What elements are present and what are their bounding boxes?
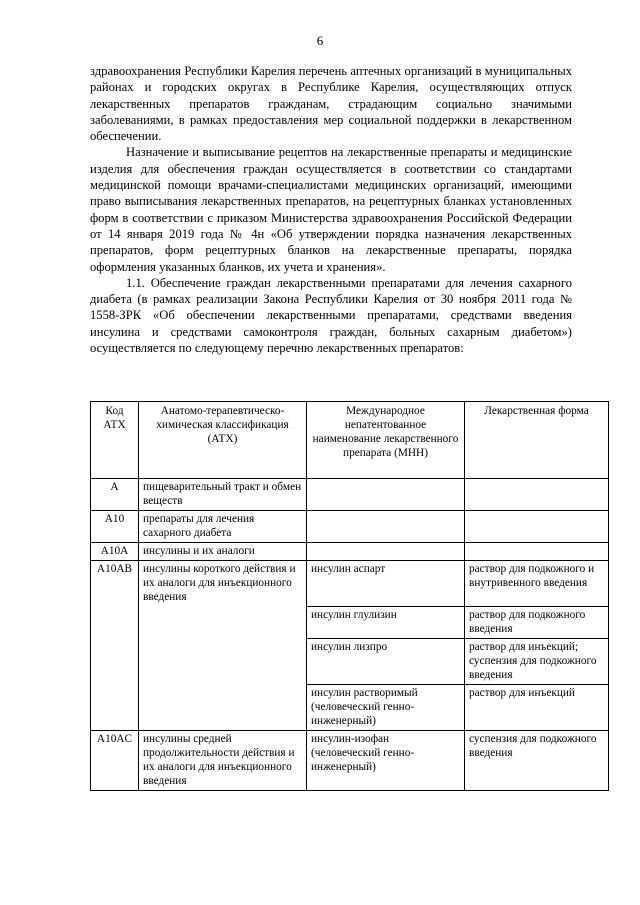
page-number: 6 [316,33,324,48]
paragraph-3: 1.1. Обеспечение граждан лекарственными препаратами для лечения сахарного диабета (в рамках реализации Закона Республики Карелия от 30 ноября 2011 года № 1558-ЗРК «Об обеспечении лекарственными препаратами, средствами введения инсулина и средствами самоконтроля граждан, больных сахарным диабетом») осуществляется по следующему перечню лекарственных препаратов: [90,275,572,356]
cell-form: раствор для инъекций; суспензия для подкожного введения [465,638,609,684]
table-row [91,561,609,607]
cell-code: A10AB [91,561,139,607]
table-header-row [91,402,609,479]
table-row [91,511,609,543]
cell-inn: инсулин аспарт [307,561,465,607]
cell-form: раствор для подкожного введения [465,606,609,638]
table-row [91,684,609,730]
cell-classification [139,684,307,730]
table-row [91,543,609,561]
table-row [91,606,609,638]
header-classification: Анатомо-терапевтическо-химическая классификация (АТХ) [139,402,307,479]
cell-code: A10AC [91,730,139,790]
header-form: Лекарственная форма [465,402,609,479]
table-row [91,638,609,684]
cell-inn: инсулин растворимый (человеческий генно-инженерный) [307,684,465,730]
cell-classification: препараты для лечения сахарного диабета [139,511,307,543]
cell-code [91,638,139,684]
table-row [91,730,609,790]
cell-inn: инсулин глулизин [307,606,465,638]
cell-code [91,606,139,638]
cell-code: A [91,479,139,511]
body-text [90,63,572,356]
cell-inn [307,543,465,561]
paragraph-2: Назначение и выписывание рецептов на лекарственные препараты и медицинские изделия для обеспечения граждан осуществляется в соответствии со стандартами медицинской помощи врачами-специалистами медицинских организаций, имеющими право выписывания лекарственных препаратов, на рецептурных бланках установленных форм в соответствии с приказом Министерства здравоохранения Российской Федерации от 14 января 2019 года № 4н «Об утверждении порядка назначения лекарственных препаратов, форм рецептурных бланков на лекарственные препараты, порядка оформления указанных бланков, их учета и хранения». [90,145,572,274]
cell-classification [139,638,307,684]
cell-form: раствор для подкожного и внутривенного введения [465,561,609,607]
cell-form: суспензия для подкожного введения [465,730,609,790]
table-row [91,479,609,511]
cell-code [91,684,139,730]
cell-inn [307,479,465,511]
cell-classification: инсулины и их аналоги [139,543,307,561]
cell-inn [307,511,465,543]
cell-form [465,479,609,511]
cell-form: раствор для инъекций [465,684,609,730]
paragraph-1: здравоохранения Республики Карелия перечень аптечных организаций в муниципальных районах и городских округах в Республике Карелия, осуществляющих отпуск лекарственных препаратов гражданам, страдающим социально значимыми заболеваниями, в рамках предоставления мер социальной поддержки в лекарственном обеспечении. [90,64,572,144]
cell-inn: инсулин лизпро [307,638,465,684]
cell-code: A10A [91,543,139,561]
cell-classification: инсулины короткого действия и их аналоги для инъекционного введения [139,561,307,607]
cell-code: A10 [91,511,139,543]
cell-inn: инсулин-изофан (человеческий генно-инженерный) [307,730,465,790]
cell-classification [139,606,307,638]
drug-list-table [90,401,609,791]
header-inn: Международное непатентованное наименование лекарственного препарата (МНН) [307,402,465,479]
header-code: Код АТХ [91,402,139,479]
cell-classification: пищеварительный тракт и обмен веществ [139,479,307,511]
cell-form [465,511,609,543]
cell-classification: инсулины средней продолжительности действия и их аналоги для инъекционного введения [139,730,307,790]
cell-form [465,543,609,561]
